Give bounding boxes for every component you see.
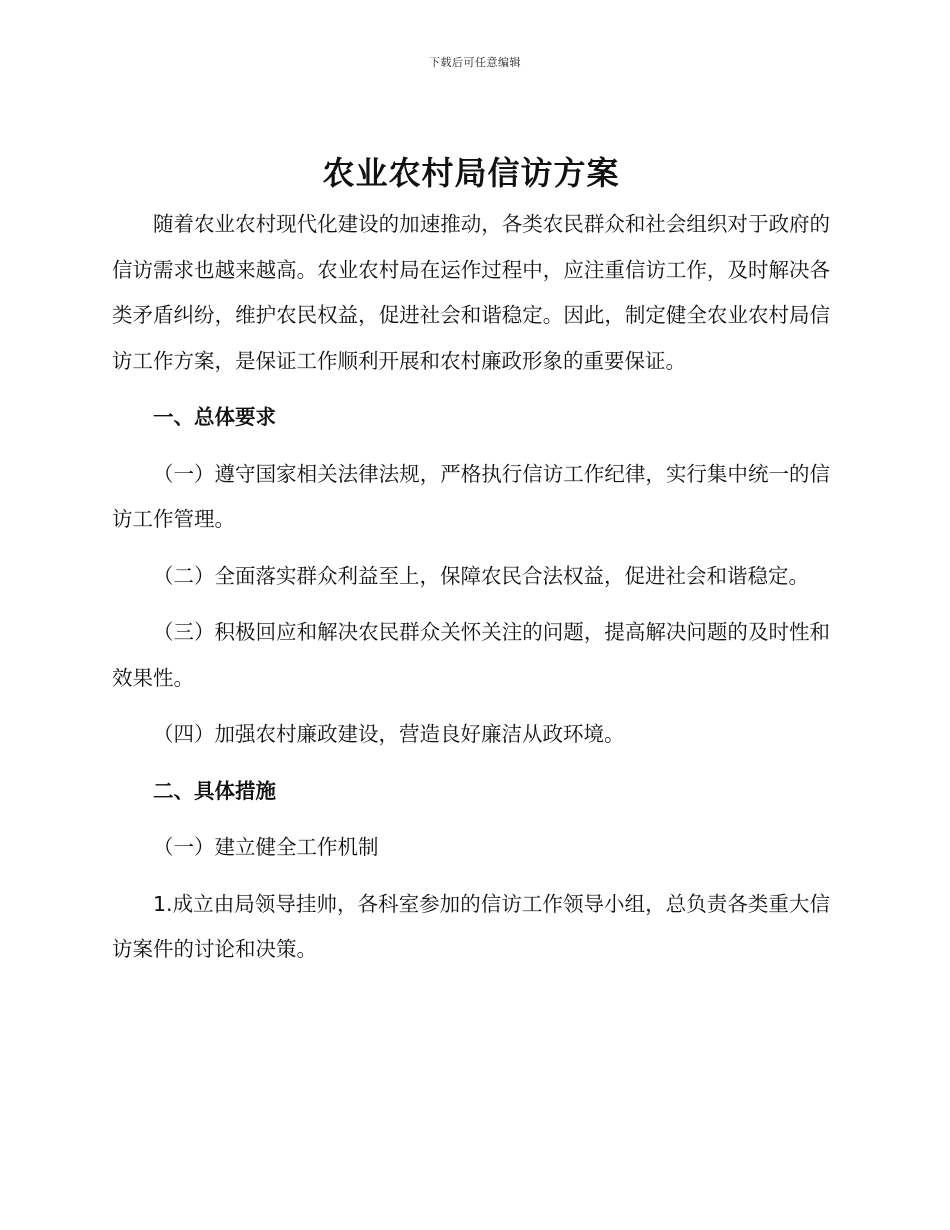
section-heading-specific-measures: 二、具体措施 — [153, 778, 276, 803]
requirement-item-1: （一）遵守国家相关法律法规，严格执行信访工作纪律，实行集中统一的信访工作管理。 — [112, 461, 830, 531]
header-note: 下载后可任意编辑 — [429, 56, 521, 69]
measure-subheading-1: （一）建立健全工作机制 — [153, 835, 379, 859]
intro-paragraph: 随着农业农村现代化建设的加速推动，各类农民群众和社会组织对于政府的信访需求也越来越高。农业农村局在运作过程中，应注重信访工作，及时解决各类矛盾纠纷，维护农民权益，促进社会和谐稳定。因此，制定健全农业农村局信访工作方案，是保证工作顺利开展和农村廉政形象的重要保证。 — [112, 212, 830, 373]
requirement-item-2: （二）全面落实群众利益至上，保障农民合法权益，促进社会和谐稳定。 — [153, 563, 809, 588]
document-title: 农业农村局信访方案 — [322, 154, 620, 192]
section-heading-general-requirements: 一、总体要求 — [153, 405, 276, 429]
measure-item-1: 1.成立由局领导挂帅，各科室参加的信访工作领导小组，总负责各类重大信访案件的讨论和决策。 — [112, 891, 830, 961]
requirement-item-3: （三）积极回应和解决农民群众关怀关注的问题，提高解决问题的及时性和效果性。 — [112, 620, 830, 690]
requirement-item-4: （四）加强农村廉政建设，营造良好廉洁从政环境。 — [153, 722, 625, 746]
document-body — [112, 150, 830, 973]
